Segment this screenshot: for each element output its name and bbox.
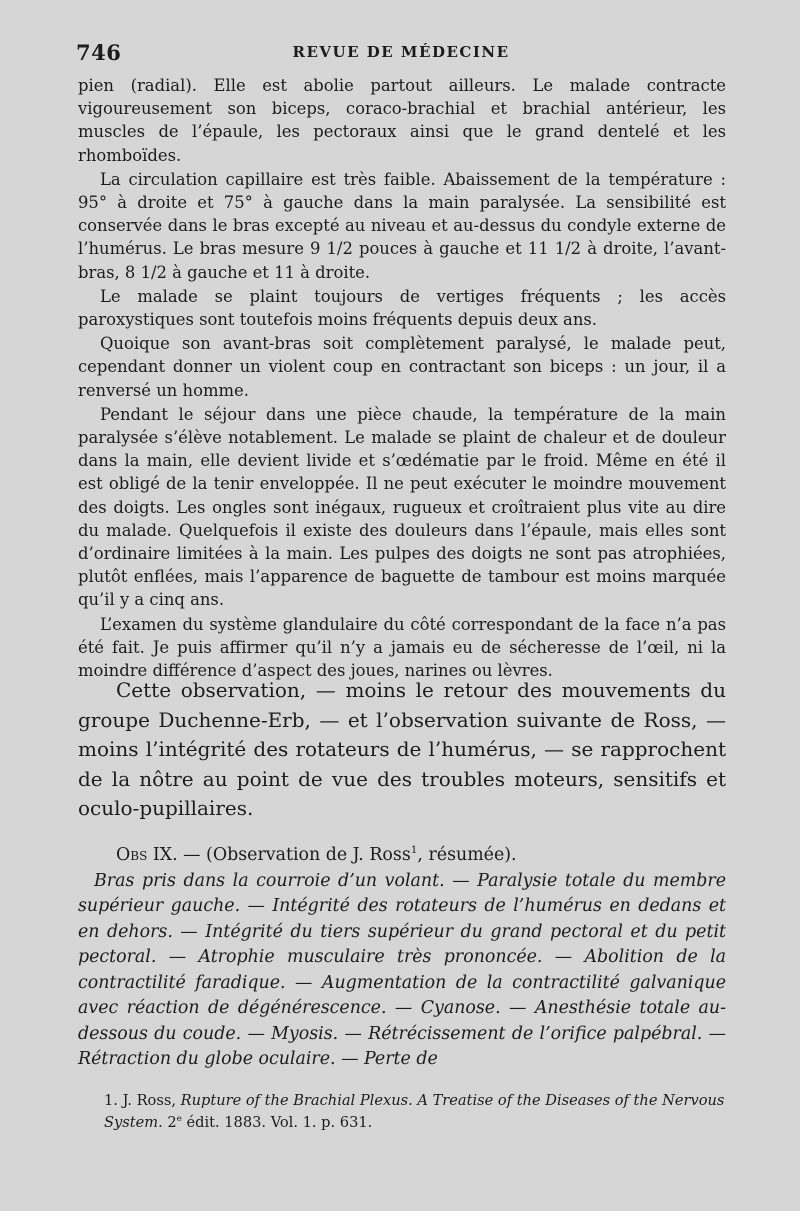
commentary-paragraph: Cette observation, — moins le retour des mouvements du groupe Duchenne-Erb, — et l’observation suivante de Ross, — moins l’intégrité des rotateurs de l’humérus, — se rapprochent de la nôtre au point de vue des troubles moteurs, sensitifs et oculo-pupillaires. (78, 678, 726, 820)
paragraph: L’examen du système glandulaire du côté correspondant de la face n’a pas été fait. Je puis affirmer qu’il n’y a jamais eu de sécheresse de l’œil, ni la moindre différence d’aspect des joues, narines ou lèvres. (78, 614, 726, 681)
footnote-details: édit. 1883. Vol. 1. p. 631. (186, 1114, 373, 1131)
paragraph: pien (radial). Elle est abolie partout ailleurs. Le malade contracte vigoureusement son biceps, coraco-brachial et brachial antérieur, les muscles de l’épaule, les pectoraux ainsi que le grand dentelé et les rhomboïdes. (78, 76, 726, 165)
observation-ix (78, 843, 726, 1073)
paragraph: Quoique son avant-bras soit complètement paralysé, le malade peut, cependant donner un violent coup en contractant son biceps : un jour, il a renversé un homme. (78, 334, 726, 400)
footnote-edition-sup: e (176, 1114, 182, 1125)
footnote-number: 1. (104, 1092, 118, 1109)
footnote-author: J. Ross, (122, 1092, 176, 1109)
commentary (78, 676, 726, 824)
observation-summary: Bras pris dans la courroie d’un volant. — Paralysie totale du membre supérieur gauche. — Intégrité des rotateurs de l’humérus en dedans et en dehors. — Intégrité du tiers supérieur du grand pectoral et du petit pectoral. — Atrophie musculaire très prononcée. — Abolition de la contractilité faradique. — Augmentation de la contractilité galvanique avec réaction de dégénérescence. — Cyanose. — Anesthésie totale au-dessous du coude. — Myosis. — Rétrécissement de l’orifice palpébral. — Rétraction du globe oculaire. — Perte de (78, 870, 726, 1069)
paragraph: Le malade se plaint toujours de vertiges fréquents ; les accès paroxystiques sont toutefois moins fréquents depuis deux ans. (78, 286, 726, 330)
observation-label: Obs IX. (116, 845, 178, 865)
footnote-title: Rupture of the Brachial Plexus. A Treatise of the Diseases of the Nervous System. (104, 1092, 725, 1131)
page-header (76, 40, 726, 70)
footnote-edition: 2 (167, 1114, 177, 1131)
observation-source-end: , résumée). (417, 845, 517, 865)
observation-heading (78, 843, 726, 869)
observation-source: — (Observation de J. Ross (177, 845, 411, 865)
page-number: 746 (76, 40, 122, 65)
paragraph: La circulation capillaire est très faible. Abaissement de la température : 95° à droite et 75° à gauche dans la main paralysée. La sensibilité est conservée dans le bras excepté au niveau et au-dessus du condyle externe de l’humérus. Le bras mesure 9 1/2 pouces à gauche et 11 1/2 à droite, l’avant-bras, 8 1/2 à gauche et 11 à droite. (78, 169, 726, 282)
running-title: REVUE DE MÉDECINE (292, 43, 510, 61)
paragraph: Pendant le séjour dans une pièce chaude, la température de la main paralysée s’élève notablement. Le malade se plaint de chaleur et de douleur dans la main, elle devient livide et s’œdématie par le froid. Même en été il est obligé de la tenir enveloppée. Il ne peut exécuter le moindre mouvement des doigts. Les ongles sont inégaux, rugueux et croîtraient plus vite au dire du malade. Quelquefois il existe des douleurs dans l’épaule, mais elles sont d’ordinaire limitées à la main. Les pulpes des doigts ne sont pas atrophiées, plutôt enflées, mais l’apparence de baguette de tambour est moins marquée qu’il y a cinq ans. (78, 404, 726, 610)
footnote-ref: 1 (410, 844, 418, 857)
footnote (104, 1090, 744, 1134)
case-continuation (78, 74, 726, 682)
